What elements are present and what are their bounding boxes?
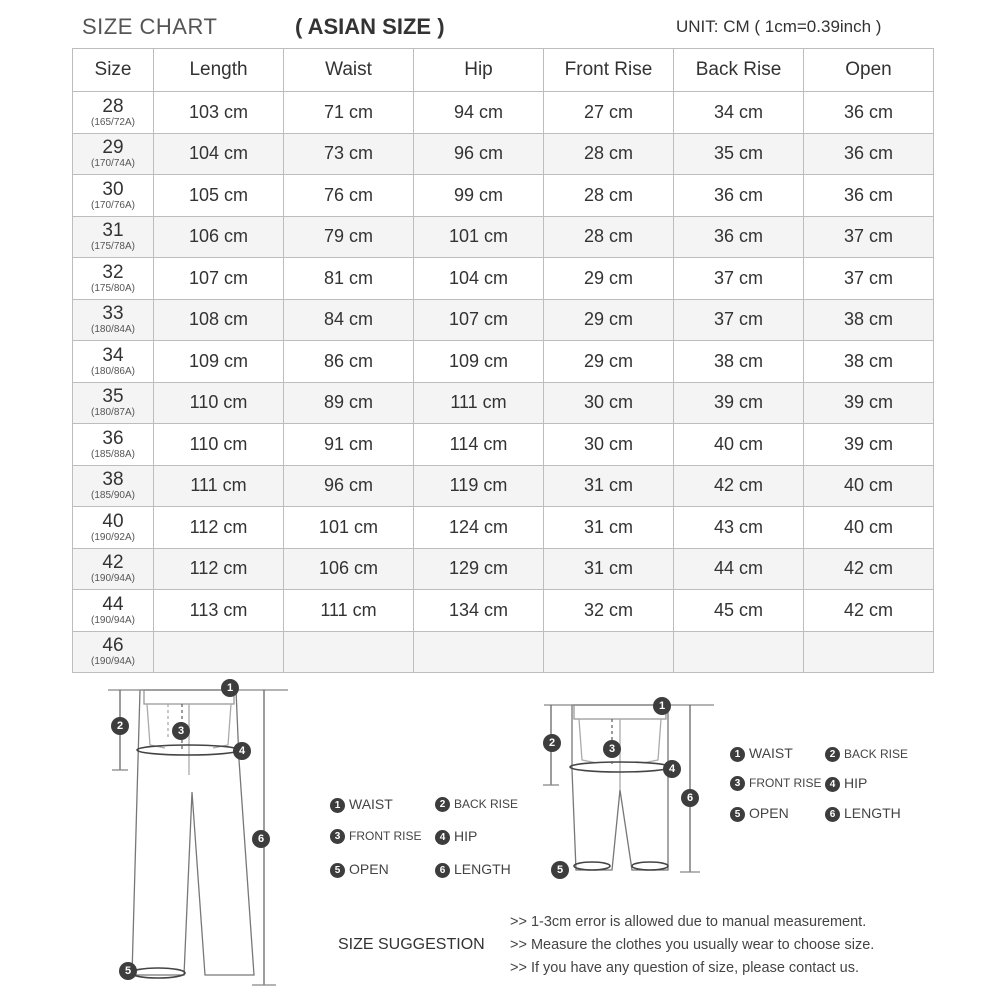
column-header: Waist — [284, 49, 414, 92]
marker-front-rise: 3 — [603, 740, 621, 758]
measurement-cell: 81 cm — [284, 258, 414, 300]
measurement-cell: 96 cm — [414, 133, 544, 175]
measurement-cell: 29 cm — [544, 299, 674, 341]
column-header: Hip — [414, 49, 544, 92]
measurement-cell: 38 cm — [674, 341, 804, 383]
measurement-cell: 39 cm — [804, 382, 934, 424]
chart-title: SIZE CHART — [82, 14, 218, 39]
measurement-cell: 38 cm — [804, 341, 934, 383]
suggestion-line: >> Measure the clothes you usually wear to choose size. — [510, 937, 875, 953]
measurement-cell: 44 cm — [674, 548, 804, 590]
number-icon: 1 — [330, 798, 345, 813]
measurement-cell: 112 cm — [154, 548, 284, 590]
measurement-cell: 110 cm — [154, 424, 284, 466]
unit-note: UNIT: CM ( 1cm=0.39inch ) — [676, 17, 882, 36]
size-value: 32 — [102, 261, 124, 283]
measurement-cell: 129 cm — [414, 548, 544, 590]
measurement-cell: 104 cm — [154, 133, 284, 175]
marker-front-rise: 3 — [172, 722, 190, 740]
measurement-cell: 37 cm — [804, 258, 934, 300]
measurement-cell: 36 cm — [674, 175, 804, 217]
legend-hip: 4 HIP — [435, 828, 477, 845]
measurement-cell: 106 cm — [284, 548, 414, 590]
measurement-cell: 31 cm — [544, 548, 674, 590]
legend-front-rise: 3 FRONT RISE — [330, 829, 421, 844]
measurement-cell: 111 cm — [284, 590, 414, 632]
legend-waist: 1 WAIST — [330, 796, 393, 813]
number-icon: 6 — [435, 863, 450, 878]
size-code: (170/76A) — [91, 199, 135, 211]
size-value: 28 — [102, 95, 124, 117]
marker-waist: 1 — [221, 679, 239, 697]
size-code: (190/92A) — [91, 531, 135, 543]
measurement-cell: 38 cm — [804, 299, 934, 341]
measurement-cell: 40 cm — [804, 465, 934, 507]
measurement-cell: 103 cm — [154, 92, 284, 134]
measurement-cell: 109 cm — [154, 341, 284, 383]
marker-back-rise: 2 — [543, 734, 561, 752]
measurement-cell: 107 cm — [154, 258, 284, 300]
marker-back-rise: 2 — [111, 717, 129, 735]
measurement-cell: 108 cm — [154, 299, 284, 341]
number-icon: 3 — [730, 776, 745, 791]
measurement-cell: 29 cm — [544, 258, 674, 300]
measurement-cell: 91 cm — [284, 424, 414, 466]
size-code: (190/94A) — [91, 656, 135, 668]
measurement-cell: 37 cm — [674, 258, 804, 300]
size-code: (180/87A) — [91, 407, 135, 419]
size-code: (165/72A) — [91, 116, 135, 128]
measurement-cell: 28 cm — [544, 133, 674, 175]
size-value: 31 — [102, 220, 124, 242]
size-value: 36 — [102, 427, 124, 449]
size-value: 33 — [102, 303, 124, 325]
size-value: 35 — [102, 386, 124, 408]
legend-front-rise: 3 FRONT RISE — [730, 776, 821, 791]
column-header: Length — [154, 49, 284, 92]
measurement-cell: 37 cm — [674, 299, 804, 341]
measurement-cell: 28 cm — [544, 175, 674, 217]
size-value: 44 — [102, 593, 124, 615]
size-value: 40 — [102, 510, 124, 532]
suggestion-line: >> If you have any question of size, please contact us. — [510, 960, 860, 976]
size-value: 34 — [102, 344, 124, 366]
measurement-cell: 114 cm — [414, 424, 544, 466]
size-suggestion-title: SIZE SUGGESTION — [338, 936, 485, 953]
size-value: 30 — [102, 178, 124, 200]
legend-back-rise: 2 BACK RISE — [825, 747, 908, 762]
measurement-cell: 112 cm — [154, 507, 284, 549]
column-header: Open — [804, 49, 934, 92]
measurement-cell: 31 cm — [544, 507, 674, 549]
measurement-cell: 30 cm — [544, 382, 674, 424]
size-value: 29 — [102, 137, 124, 159]
number-icon: 6 — [825, 807, 840, 822]
measurement-cell: 43 cm — [674, 507, 804, 549]
suggestion-line: >> 1-3cm error is allowed due to manual measurement. — [510, 914, 867, 930]
legend-waist: 1 WAIST — [730, 745, 793, 762]
measurement-cell: 32 cm — [544, 590, 674, 632]
measurement-cell: 89 cm — [284, 382, 414, 424]
number-icon: 2 — [825, 747, 840, 762]
measurement-cell: 111 cm — [414, 382, 544, 424]
size-value: 38 — [102, 469, 124, 491]
size-code: (185/88A) — [91, 448, 135, 460]
size-code: (180/86A) — [91, 365, 135, 377]
number-icon: 5 — [330, 863, 345, 878]
marker-open: 5 — [119, 962, 137, 980]
measurement-cell: 29 cm — [544, 341, 674, 383]
number-icon: 5 — [730, 807, 745, 822]
measurement-cell: 105 cm — [154, 175, 284, 217]
measurement-cell: 104 cm — [414, 258, 544, 300]
marker-length: 6 — [252, 830, 270, 848]
legend-back-rise: 2 BACK RISE — [435, 797, 518, 812]
marker-length: 6 — [681, 789, 699, 807]
measurement-cell: 134 cm — [414, 590, 544, 632]
measurement-cell: 36 cm — [804, 133, 934, 175]
measurement-cell: 28 cm — [544, 216, 674, 258]
measurement-cell: 39 cm — [804, 424, 934, 466]
number-icon: 4 — [435, 830, 450, 845]
measurement-cell: 27 cm — [544, 92, 674, 134]
measurement-cell: 99 cm — [414, 175, 544, 217]
size-code: (190/94A) — [91, 614, 135, 626]
marker-open: 5 — [551, 861, 569, 879]
measurement-cell: 96 cm — [284, 465, 414, 507]
size-code: (175/80A) — [91, 282, 135, 294]
legend-open: 5 OPEN — [730, 805, 789, 822]
measurement-cell: 31 cm — [544, 465, 674, 507]
legend-hip: 4 HIP — [825, 775, 867, 792]
number-icon: 3 — [330, 829, 345, 844]
column-header: Front Rise — [544, 49, 674, 92]
measurement-cell: 34 cm — [674, 92, 804, 134]
measurement-cell: 42 cm — [804, 590, 934, 632]
marker-hip: 4 — [233, 742, 251, 760]
chart-subtitle: ( ASIAN SIZE ) — [295, 14, 445, 39]
number-icon: 1 — [730, 747, 745, 762]
measurement-cell: 113 cm — [154, 590, 284, 632]
number-icon: 2 — [435, 797, 450, 812]
number-icon: 4 — [825, 777, 840, 792]
size-code: (175/78A) — [91, 241, 135, 253]
measurement-cell: 36 cm — [804, 92, 934, 134]
measurement-cell: 36 cm — [804, 175, 934, 217]
measurement-cell: 45 cm — [674, 590, 804, 632]
measurement-cell: 119 cm — [414, 465, 544, 507]
column-header: Back Rise — [674, 49, 804, 92]
measurement-cell: 42 cm — [674, 465, 804, 507]
measurement-cell: 79 cm — [284, 216, 414, 258]
legend-length: 6 LENGTH — [435, 861, 511, 878]
measurement-cell: 42 cm — [804, 548, 934, 590]
measurement-cell: 94 cm — [414, 92, 544, 134]
measurement-cell: 71 cm — [284, 92, 414, 134]
marker-waist: 1 — [653, 697, 671, 715]
measurement-cell: 36 cm — [674, 216, 804, 258]
size-code: (185/90A) — [91, 490, 135, 502]
measurement-cell: 35 cm — [674, 133, 804, 175]
size-value: 46 — [102, 635, 124, 657]
measurement-cell: 101 cm — [414, 216, 544, 258]
measurement-cell: 39 cm — [674, 382, 804, 424]
measurement-cell: 37 cm — [804, 216, 934, 258]
measurement-cell: 107 cm — [414, 299, 544, 341]
size-code: (170/74A) — [91, 158, 135, 170]
measurement-cell: 109 cm — [414, 341, 544, 383]
measurement-cell: 124 cm — [414, 507, 544, 549]
measurement-cell: 86 cm — [284, 341, 414, 383]
measurement-cell: 76 cm — [284, 175, 414, 217]
measurement-cell: 73 cm — [284, 133, 414, 175]
measurement-cell: 110 cm — [154, 382, 284, 424]
column-header: Size — [73, 49, 154, 92]
measurement-cell: 40 cm — [674, 424, 804, 466]
marker-hip: 4 — [663, 760, 681, 778]
measurement-cell: 84 cm — [284, 299, 414, 341]
measurement-cell: 106 cm — [154, 216, 284, 258]
legend-length: 6 LENGTH — [825, 805, 901, 822]
measurement-cell: 111 cm — [154, 465, 284, 507]
size-code: (190/94A) — [91, 573, 135, 585]
measurement-cell: 101 cm — [284, 507, 414, 549]
measurement-cell: 30 cm — [544, 424, 674, 466]
measurement-cell: 40 cm — [804, 507, 934, 549]
size-value: 42 — [102, 552, 124, 574]
legend-open: 5 OPEN — [330, 861, 389, 878]
size-code: (180/84A) — [91, 324, 135, 336]
